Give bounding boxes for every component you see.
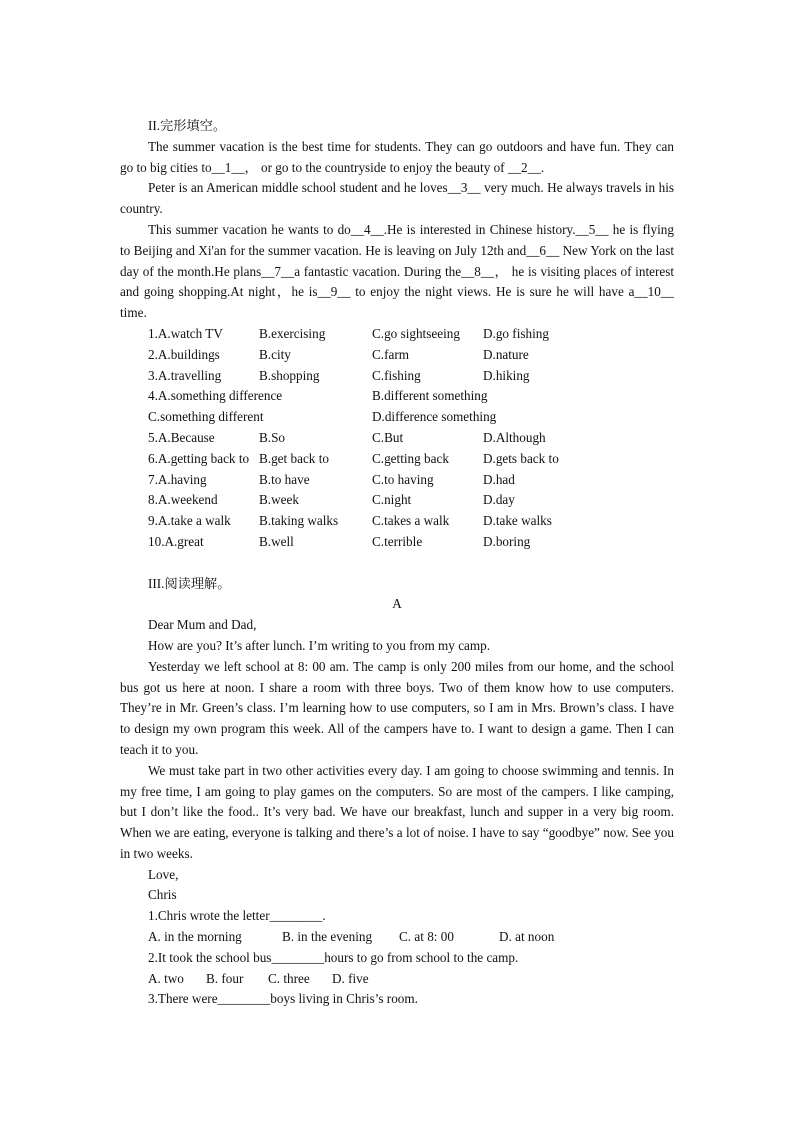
option-b: B.taking walks	[259, 513, 339, 529]
option-b: B. four	[206, 970, 244, 986]
option-d: D.Although	[483, 429, 546, 445]
option-c: C. three	[268, 970, 310, 986]
option-c: C.to having	[372, 471, 434, 487]
option-b: B.get back to	[259, 450, 329, 466]
option-row	[120, 324, 674, 345]
section-2-title: II.完形填空。	[148, 118, 227, 133]
option-a: 3.A.travelling	[148, 367, 222, 383]
question-1: 1.Chris wrote the letter________.	[148, 908, 326, 924]
option-d: D.nature	[483, 346, 529, 362]
option-b: B.city	[259, 346, 291, 362]
option-row	[120, 407, 674, 428]
option-c: C.takes a walk	[372, 513, 450, 529]
option-d: D.hiking	[483, 367, 530, 383]
option-b: B.to have	[259, 471, 310, 487]
letter-paragraph-3: We must take part in two other activities every day. I am going to choose swimming and tennis. In my free time, I am going to play games on the computers. So are most of the campers. I like camping, but I don’t like the food.. It’s very bad. We have our breakfast, lunch and supper in a very big room. When we are eating, everyone is talking and there’s a lot of noise. I have to say “goodbye” now. See you in two weeks.	[120, 762, 674, 861]
option-c: C.go sightseeing	[372, 325, 460, 341]
option-d: D.boring	[483, 533, 531, 549]
cloze-paragraph-3: This summer vacation he wants to do__4__.He is interested in Chinese history.__5__ he is flying to Beijing and Xi'an for the summer vacation. He is leaving on July 12th and__6__ New York on the last day of the month.He plans__7__a fantastic vacation. During the__8__， he is visiting places of interest and going shopping.At night，he is__9__ to enjoy the night views. He is sure he will have a__10__ time.	[120, 221, 674, 321]
option-b: B.well	[259, 533, 294, 549]
section-3-title: III.阅读理解。	[148, 575, 231, 591]
option-d: D. at noon	[499, 929, 555, 945]
option-row	[120, 490, 674, 511]
option-a: 6.A.getting back to	[148, 450, 250, 466]
option-b: B.week	[259, 492, 299, 508]
option-row	[120, 470, 674, 491]
option-b: B. in the evening	[282, 929, 373, 945]
letter-paragraph-2: Yesterday we left school at 8: 00 am. The camp is only 200 miles from our home, and the school bus got us here at noon. I share a room with three boys. Two of them know how to use computers. They’re in Mr. Green’s class. I’m learning how to use computers, so I am in Mrs. Brown’s class. I have to design my own program this week. All of the campers have to. I want to design a game. Then I can teach it to you.	[120, 658, 674, 757]
passage-label: A	[392, 596, 402, 612]
option-a: 8.A.weekend	[148, 492, 218, 508]
letter-signature: Chris	[148, 887, 177, 903]
document-page	[120, 116, 674, 1010]
option-d: D.gets back to	[483, 450, 559, 466]
option-d: D.had	[483, 471, 515, 487]
question-1-options	[120, 927, 674, 948]
option-c: C.farm	[372, 346, 409, 362]
option-a: 5.A.Because	[148, 429, 215, 445]
option-d: D.go fishing	[483, 325, 549, 341]
option-b: B.shopping	[259, 367, 320, 383]
option-row	[120, 366, 674, 387]
cloze-paragraph-2: Peter is an American middle school student and he loves__3__ very much. He always travels in his country.	[120, 180, 674, 217]
option-row	[120, 345, 674, 366]
option-row	[120, 449, 674, 470]
question-2-options	[120, 969, 674, 990]
option-d: D.take walks	[483, 513, 552, 529]
option-c: C.But	[372, 429, 404, 445]
option-a: 10.A.great	[148, 533, 204, 549]
letter-closing: Love,	[148, 866, 179, 882]
option-a: 7.A.having	[148, 471, 207, 487]
option-b: B.So	[259, 429, 286, 445]
option-c: C.fishing	[372, 367, 421, 383]
letter-greeting: Dear Mum and Dad,	[148, 617, 257, 633]
option-b: B.exercising	[259, 325, 326, 341]
option-c: C.getting back	[372, 450, 449, 466]
option-a: 2.A.buildings	[148, 346, 220, 362]
question-2: 2.It took the school bus________hours to go from school to the camp.	[148, 949, 519, 965]
option-c: C.terrible	[372, 533, 423, 549]
cloze-paragraph-1: The summer vacation is the best time for students. They can go outdoors and have fun. They can go to big cities to__1__， or go to the countryside to enjoy the beauty of __2__.	[120, 138, 674, 175]
option-d: D.day	[483, 492, 515, 508]
option-a: 4.A.something difference	[148, 388, 283, 404]
option-a: A. in the morning	[148, 929, 242, 945]
option-row	[120, 386, 674, 407]
option-a: 9.A.take a walk	[148, 513, 231, 529]
option-d: D.difference something	[372, 409, 497, 425]
option-d: D. five	[332, 970, 369, 986]
option-c: C.something different	[148, 409, 264, 425]
option-a: A. two	[148, 970, 184, 986]
option-a: 1.A.watch TV	[148, 325, 223, 341]
option-row	[120, 428, 674, 449]
option-row	[120, 532, 674, 553]
letter-paragraph-1: How are you? It’s after lunch. I’m writing to you from my camp.	[148, 637, 491, 653]
option-b: B.different something	[372, 388, 488, 404]
option-c: C. at 8: 00	[399, 929, 454, 945]
option-c: C.night	[372, 492, 412, 508]
question-3: 3.There were________boys living in Chris’s room.	[148, 991, 418, 1007]
option-row	[120, 511, 674, 532]
